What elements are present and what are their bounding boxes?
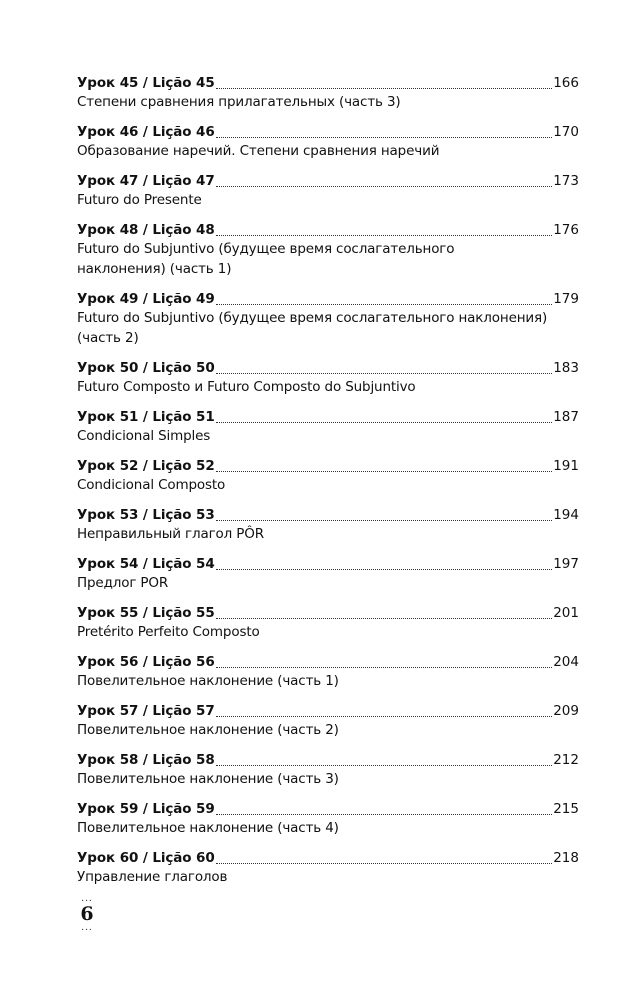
dot-leader: [216, 666, 553, 668]
lesson-description: Неправильный глагол PÔR: [77, 526, 264, 542]
lesson-description: Образование наречий. Степени сравнения наречий: [77, 143, 440, 159]
lesson-description: Повелительное наклонение (часть 3): [77, 771, 339, 787]
lesson-description: Pretérito Perfeito Composto: [77, 624, 260, 640]
page-reference: 204: [553, 654, 579, 670]
lesson-title: Урок 47 / Lição 47: [77, 173, 215, 189]
dot-leader: [216, 185, 553, 187]
dot-leader: [216, 136, 553, 138]
dot-leader: [216, 764, 553, 766]
toc-entry-heading: [77, 456, 579, 476]
lesson-description: Futuro do Subjuntivo (будущее время сослагательного наклонения) (часть 2): [77, 310, 548, 346]
lesson-description: Предлог POR: [77, 575, 169, 591]
lesson-description: Condicional Simples: [77, 428, 211, 444]
toc-entry[interactable]: [77, 505, 579, 554]
page-reference: 173: [553, 173, 579, 189]
toc-entry[interactable]: [77, 750, 579, 799]
toc-entry[interactable]: [77, 848, 579, 897]
page-reference: 170: [553, 124, 579, 140]
toc-entry[interactable]: [77, 799, 579, 848]
lesson-description: Повелительное наклонение (часть 1): [77, 673, 339, 689]
lesson-description: Управление глаголов: [77, 869, 228, 885]
toc-entry[interactable]: [77, 554, 579, 603]
page-footer: [77, 896, 97, 932]
lesson-title: Урок 57 / Lição 57: [77, 703, 215, 719]
toc-entry-heading: [77, 220, 579, 240]
lesson-title: Урок 45 / Lição 45: [77, 75, 215, 91]
toc-entry[interactable]: [77, 456, 579, 505]
lesson-description: Повелительное наклонение (часть 4): [77, 820, 339, 836]
dot-leader: [216, 617, 553, 619]
toc-entry[interactable]: [77, 171, 579, 220]
page-reference: 212: [553, 752, 579, 768]
toc-entry[interactable]: [77, 652, 579, 701]
page-reference: 209: [553, 703, 579, 719]
page-reference: 191: [553, 458, 579, 474]
table-of-contents: [77, 73, 579, 897]
dot-leader: [216, 862, 553, 864]
toc-entry[interactable]: [77, 701, 579, 750]
dot-leader: [216, 303, 553, 305]
toc-entry[interactable]: [77, 220, 579, 289]
toc-entry-heading: [77, 505, 579, 525]
lesson-title: Урок 56 / Lição 56: [77, 654, 215, 670]
toc-entry-heading: [77, 358, 579, 378]
toc-entry-heading: [77, 73, 579, 93]
toc-entry-heading: [77, 848, 579, 868]
dot-leader: [216, 87, 553, 89]
lesson-title: Урок 54 / Lição 54: [77, 556, 215, 572]
lesson-title: Урок 46 / Lição 46: [77, 124, 215, 140]
lesson-title: Урок 53 / Lição 53: [77, 507, 215, 523]
page-reference: 194: [553, 507, 579, 523]
page-reference: 166: [553, 75, 579, 91]
dot-leader: [216, 234, 553, 236]
lesson-title: Урок 60 / Lição 60: [77, 850, 215, 866]
toc-entry-heading: [77, 122, 579, 142]
lesson-title: Урок 55 / Lição 55: [77, 605, 215, 621]
lesson-title: Урок 52 / Lição 52: [77, 458, 215, 474]
page-reference: 201: [553, 605, 579, 621]
decorative-dots-top: ...: [81, 894, 93, 904]
toc-entry-heading: [77, 171, 579, 191]
toc-entry[interactable]: [77, 122, 579, 171]
page-reference: 187: [553, 409, 579, 425]
page-reference: 197: [553, 556, 579, 572]
lesson-title: Урок 50 / Lição 50: [77, 360, 215, 376]
dot-leader: [216, 372, 553, 374]
lesson-description: Повелительное наклонение (часть 2): [77, 722, 339, 738]
dot-leader: [216, 715, 553, 717]
page-number: 6: [80, 903, 94, 925]
toc-entry-heading: [77, 603, 579, 623]
lesson-title: Урок 49 / Lição 49: [77, 291, 215, 307]
toc-entry-heading: [77, 652, 579, 672]
dot-leader: [216, 470, 553, 472]
toc-entry-heading: [77, 799, 579, 819]
lesson-title: Урок 48 / Lição 48: [77, 222, 215, 238]
toc-entry-heading: [77, 750, 579, 770]
toc-entry[interactable]: [77, 603, 579, 652]
toc-entry-heading: [77, 701, 579, 721]
dot-leader: [216, 519, 553, 521]
page-reference: 183: [553, 360, 579, 376]
lesson-description: Futuro Composto и Futuro Composto do Subjuntivo: [77, 379, 416, 395]
page-reference: 218: [553, 850, 579, 866]
page-reference: 215: [553, 801, 579, 817]
decorative-dots-bottom: ...: [81, 923, 93, 933]
toc-entry[interactable]: [77, 289, 579, 358]
dot-leader: [216, 421, 553, 423]
toc-entry-heading: [77, 554, 579, 574]
dot-leader: [216, 813, 553, 815]
lesson-description: Condicional Composto: [77, 477, 226, 493]
toc-entry[interactable]: [77, 73, 579, 122]
dot-leader: [216, 568, 553, 570]
toc-entry[interactable]: [77, 358, 579, 407]
page-reference: 179: [553, 291, 579, 307]
lesson-title: Урок 51 / Lição 51: [77, 409, 215, 425]
lesson-description: Futuro do Presente: [77, 192, 202, 208]
page-reference: 176: [553, 222, 579, 238]
lesson-description: Futuro do Subjuntivo (будущее время сослагательного наклонения) (часть 1): [77, 241, 455, 277]
toc-entry-heading: [77, 407, 579, 427]
lesson-title: Урок 58 / Lição 58: [77, 752, 215, 768]
toc-entry-heading: [77, 289, 579, 309]
lesson-description: Степени сравнения прилагательных (часть 3): [77, 94, 401, 110]
lesson-title: Урок 59 / Lição 59: [77, 801, 215, 817]
toc-entry[interactable]: [77, 407, 579, 456]
